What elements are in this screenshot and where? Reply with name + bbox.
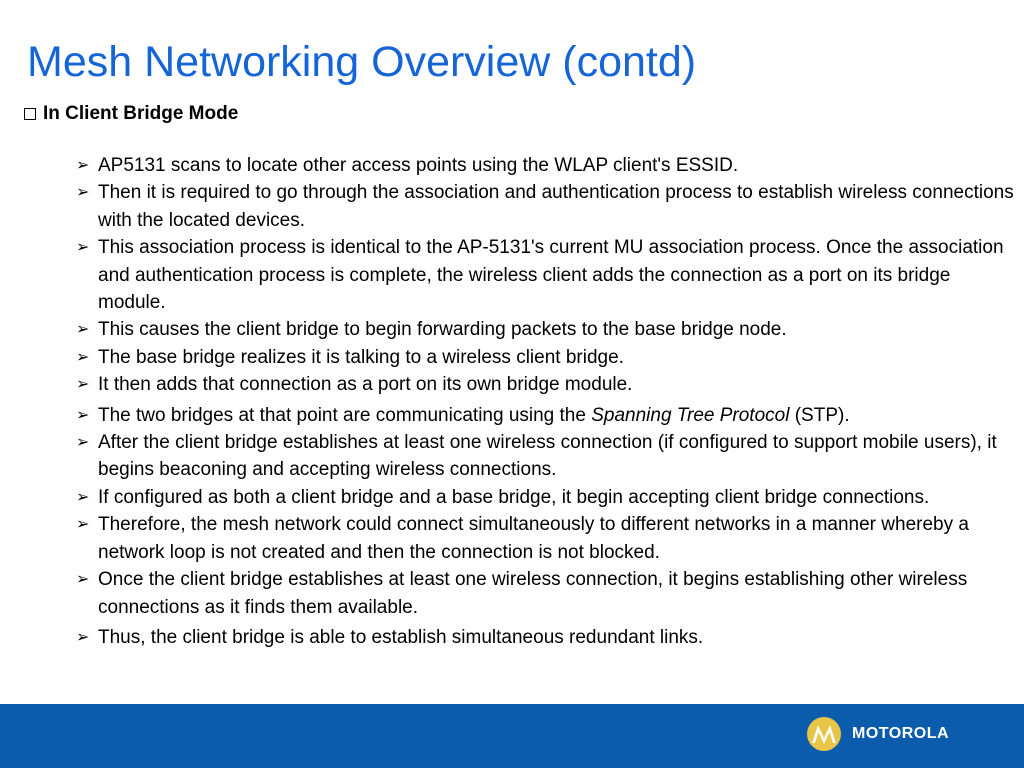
arrow-bullet-icon: ➢ [76,628,90,646]
arrow-bullet-icon: ➢ [76,434,90,452]
bullet-list [76,152,1016,651]
bullet-item: ➢ This association process is identical to the AP-5131's current MU association process. Once the association and authentication process is complete, the wireless client adds the connection as a port on its bridge module. [76,234,1016,316]
bullet-item: ➢ The two bridges at that point are communicating using the Spanning Tree Protocol (STP). [76,402,1016,429]
arrow-bullet-icon: ➢ [76,321,90,339]
motorola-logo [806,716,949,752]
bullet-item: ➢ It then adds that connection as a port on its own bridge module. [76,371,1016,398]
bullet-item: ➢ Once the client bridge establishes at least one wireless connection, it begins establishing other wireless connections as it finds them available. [76,566,1016,621]
subheading [24,102,238,126]
protocol-name: Spanning Tree Protocol [591,404,790,426]
bullet-item: ➢ The base bridge realizes it is talking to a wireless client bridge. [76,344,1016,371]
slide-title: Mesh Networking Overview (contd) [27,38,697,86]
brand-wordmark: MOTOROLA [852,725,950,742]
arrow-bullet-icon: ➢ [76,516,90,534]
arrow-bullet-icon: ➢ [76,406,90,424]
subheading-text: In Client Bridge Mode [43,103,239,124]
bullet-item: ➢ AP5131 scans to locate other access points using the WLAP client's ESSID. [76,152,1016,179]
arrow-bullet-icon: ➢ [76,376,90,394]
bullet-item: ➢ Thus, the client bridge is able to establish simultaneous redundant links. [76,624,1016,651]
motorola-batwing-icon [806,716,842,752]
arrow-bullet-icon: ➢ [76,348,90,366]
bullet-item: ➢ Then it is required to go through the association and authentication process to establish wireless connections with the located devices. [76,179,1016,234]
arrow-bullet-icon: ➢ [76,239,90,257]
bullet-item: ➢ If configured as both a client bridge and a base bridge, it begin accepting client bridge connections. [76,484,1016,511]
checkbox-bullet-icon [24,108,36,120]
arrow-bullet-icon: ➢ [76,488,90,506]
bullet-item: ➢ After the client bridge establishes at least one wireless connection (if configured to support mobile users), it begins beaconing and accepting wireless connections. [76,429,1016,484]
arrow-bullet-icon: ➢ [76,184,90,202]
bullet-item: ➢ This causes the client bridge to begin forwarding packets to the base bridge node. [76,316,1016,343]
arrow-bullet-icon: ➢ [76,571,90,589]
bullet-item: ➢ Therefore, the mesh network could connect simultaneously to different networks in a manner whereby a network loop is not created and then the connection is not blocked. [76,511,1016,566]
arrow-bullet-icon: ➢ [76,157,90,174]
